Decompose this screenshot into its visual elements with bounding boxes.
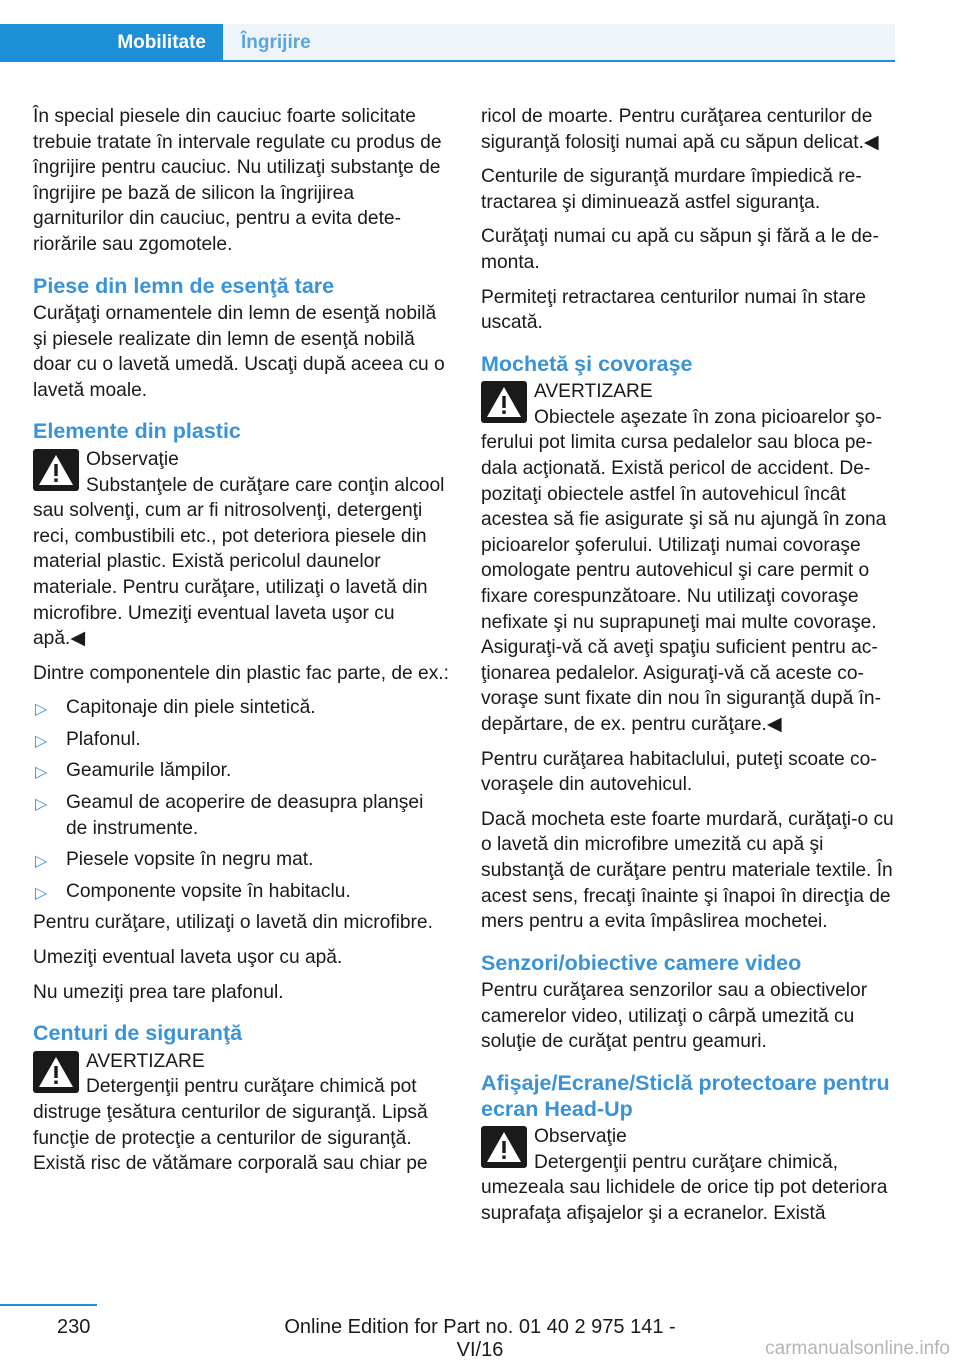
warning-text: Obiectele aşezate în zona picioarelor şoferului pot limita cursa pedalelor sau bloca pedala acţionată. Există pericol de accident. Depozitaţi obiectele astfel în autovehicul încât acestea să fie asigurate şi să nu ajungă în zona picioarelor şoferului. Utilizaţi numai covoraşe omologate pentru autovehicul şi care permit o fixare corespunzătoare. Nu utilizaţi covoraşe nefixate şi nu suprapuneţi mai multe covoraşe. Asiguraţi-vă că aveţi spaţiu suficient pentru acţionarea pedalelor. Asiguraţi-vă că aceste covoraşe sunt fixate din nou în siguranţă după îndepărtare, de ex. pentru curăţare.◀ <box>481 406 887 735</box>
warning-triangle-icon <box>481 381 531 427</box>
list-item: ▷ Capitonaje din piele sintetică. <box>33 695 449 721</box>
belts-paragraph-1: Centurile de siguranţă murdare împiedică retractarea şi diminuează astfel siguranţa. <box>481 166 862 213</box>
carpet-paragraph-2: Dacă mocheta este foarte murdară, curăţaţi-o cu o lavetă din microfibre umezită cu apă şi substanţă de curăţare pentru materiale textile. În acest sens, frecaţi înainte şi înapoi în direcţia de mers pentru a evita împâslirea mochetei. <box>481 808 894 933</box>
belts-heading: Centuri de siguranţă <box>33 1021 243 1046</box>
plastic-note <box>33 447 449 652</box>
warning-label: AVERTIZARE <box>534 381 653 403</box>
plastic-list-intro: Dintre componentele din plastic fac parte, de ex.: <box>33 662 449 684</box>
tab-mobilitate[interactable]: Mobilitate <box>0 24 223 62</box>
list-item: ▷ Geamurile lămpilor. <box>33 758 449 784</box>
wood-paragraph: Curăţaţi ornamentele din lemn de esenţă nobilă şi piesele realizate din lemn de esenţă nobilă doar cu o lavetă umedă. Uscaţi după aceea cu o lavetă moale. <box>33 303 445 401</box>
belts-paragraph-2: Curăţaţi numai cu apă cu săpun şi fără a le demonta. <box>481 226 879 273</box>
carpet-heading: Mochetă şi covoraşe <box>481 351 693 376</box>
note-text: Detergenţii pentru curăţare chimică, umezeala sau lichidele de orice tip pot deteriora suprafaţa afişajelor şi a ecranelor. Există <box>481 1151 888 1224</box>
triangle-bullet-icon: ▷ <box>35 764 48 782</box>
rubber-paragraph: În special piesele din cauciuc foarte solicitate trebuie tratate în intervale regulate cu produs de îngrijire pentru cauciuc. Nu utilizaţi substanţe de îngrijire pe bază de silicon la îngrijirea garniturilor din cauciuc, pentru a evita deteriorările sau zgomotele. <box>33 106 442 255</box>
warning-triangle-icon <box>33 1051 83 1097</box>
warning-label: AVERTIZARE <box>86 1050 205 1072</box>
triangle-bullet-icon: ▷ <box>35 853 48 871</box>
list-item: ▷ Plafonul. <box>33 727 449 753</box>
belts-warning-continued: ricol de moarte. Pentru curăţarea centurilor de siguranţă folosiţi numai apă cu săpun delicat.◀ <box>481 106 879 153</box>
plastic-after-2: Umeziţi eventual laveta uşor cu apă. <box>33 947 343 969</box>
left-column <box>33 104 449 1186</box>
list-item: ▷ Componente vopsite în habitaclu. <box>33 879 449 905</box>
tab-ingrijire[interactable]: Îngrijire <box>223 24 895 62</box>
list-item: ▷ Geamul de acoperire de deasupra planşei de instrumente. <box>35 792 424 839</box>
plastic-after-1: Pentru curăţare, utilizaţi o lavetă din microfibre. <box>33 912 433 934</box>
warning-text: Detergenţii pentru curăţare chimică pot distruge ţesătura centurilor de siguranţă. Lipsă funcţie de protecţie a centurilor de siguranţă. Există risc de vătămare corporală sau chiar pe <box>33 1076 428 1175</box>
edition-line: Online Edition for Part no. 01 40 2 975 141 - VI/16 <box>284 1316 676 1361</box>
watermark: carmanualsonline.info <box>765 1338 950 1359</box>
sensors-paragraph: Pentru curăţarea senzorilor sau a obiectivelor camerelor video, utilizaţi o cârpă umezită cu soluţie de curăţat pentru geamuri. <box>481 980 868 1053</box>
plastic-after-3: Nu umeziţi prea tare plafonul. <box>33 981 284 1003</box>
plastic-list <box>33 695 449 904</box>
wood-heading: Piese din lemn de esenţă tare <box>33 273 335 298</box>
carpet-warning <box>481 379 897 737</box>
tab-underline <box>0 60 895 62</box>
triangle-bullet-icon: ▷ <box>35 796 48 814</box>
note-text: Substanţele de curăţare care conţin alcool sau solvenţi, cum ar fi nitrosolvenţi, detergenţi reci, combustibili etc., pot deteriora piesele din material plastic. Există pericolul daunelor materiale. Pentru curăţare, utilizaţi o lavetă din microfibre. Umeziţi eventual laveta uşor cu apă.◀ <box>33 474 445 650</box>
note-label: Observaţie <box>86 448 179 470</box>
page-number: 230 <box>57 1316 91 1338</box>
displays-note <box>481 1124 897 1226</box>
footer-rule <box>0 1304 97 1306</box>
displays-heading: Afişaje/Ecrane/Sticlă protectoare pentru ecran Head-Up <box>481 1071 890 1121</box>
sensors-heading: Senzori/obiective camere video <box>481 950 802 975</box>
right-column <box>481 104 897 1235</box>
chapter-tabbar <box>0 24 895 62</box>
note-label: Observaţie <box>534 1126 627 1147</box>
warning-triangle-icon <box>481 1126 531 1172</box>
plastic-heading: Elemente din plastic <box>33 419 241 444</box>
triangle-bullet-icon: ▷ <box>35 884 48 902</box>
list-item: ▷ Piesele vopsite în negru mat. <box>33 847 449 873</box>
triangle-bullet-icon: ▷ <box>35 701 48 719</box>
belts-paragraph-3: Permiteţi retractarea centurilor numai în stare uscată. <box>481 286 866 334</box>
carpet-paragraph-1: Pentru curăţarea habitaclului, puteţi scoate covoraşele din autovehicul. <box>481 748 877 796</box>
warning-triangle-icon <box>33 449 83 495</box>
triangle-bullet-icon: ▷ <box>35 732 48 750</box>
belts-warning <box>33 1049 449 1177</box>
